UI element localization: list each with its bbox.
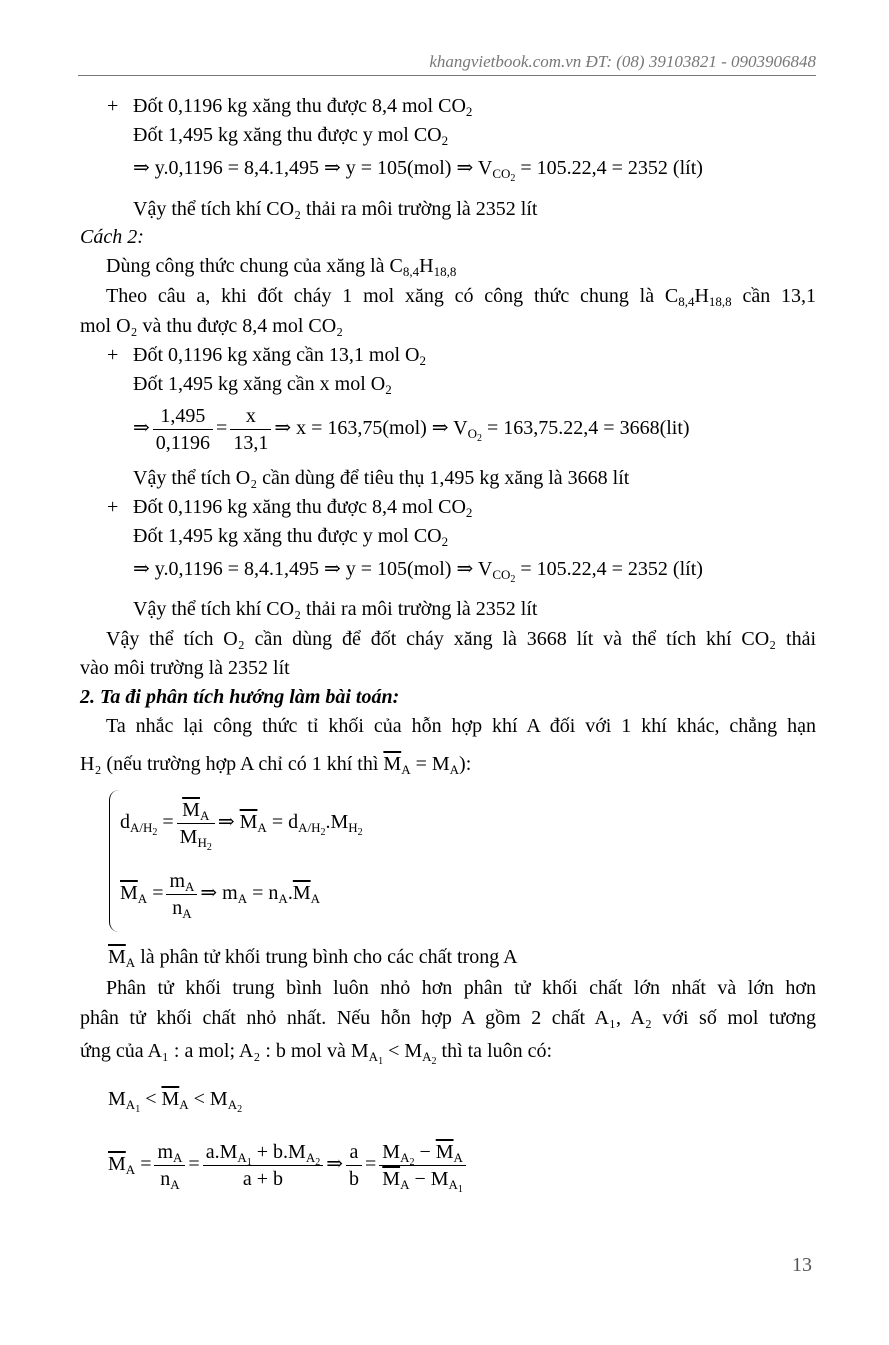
paragraph: ứng của A₁ : a mol; A₂ : b mol và $M_{A_1} < M_{A_2}$ thì ta luôn có: xyxy=(80,1040,553,1067)
page-header: khangvietbook.com.vn ĐT: (08) 39103821 - 0903906848 xyxy=(429,52,816,71)
equation: $\overline{M}_A$ = $\frac{m_A}{n_A}$ = $\frac{a.M_{A_1} + b.M_{A_2}}{a + b}$ ⇒ $\frac{a}{b}$ = $\frac{M_{A_2} - \overline{M}_A}{\overline{M}_A - M_{A_1}}$ xyxy=(108,1138,469,1192)
text-line: Đốt 1,495 kg xăng cần x mol $O_2$ xyxy=(133,373,392,397)
paragraph: vào môi trường là 2352 lít xyxy=(80,657,290,679)
text-line: Đốt 0,1196 kg xăng thu được 8,4 mol $CO_2$ xyxy=(133,95,473,119)
equation: $\overline{M}_A$ = $\frac{m_A}{n_A}$ ⇒ $m_A = n_A.\overline{M}_A$ xyxy=(120,869,320,921)
paragraph: Dùng công thức chung của xăng là $C_{8,4}H_{18,8}$ xyxy=(106,255,457,279)
text-line: Đốt 0,1196 kg xăng thu được 8,4 mol $CO_2$ xyxy=(133,496,473,520)
text-line: Đốt 1,495 kg xăng thu được y mol $CO_2$ xyxy=(133,124,449,148)
paragraph: Phân tử khối trung bình luôn nhỏ hơn phân tử khối chất lớn nhất và lớn hơn xyxy=(106,977,816,999)
page-number: 13 xyxy=(792,1254,812,1276)
text-line: Đốt 0,1196 kg xăng cần 13,1 mol $O_2$ xyxy=(133,344,426,368)
conclusion: Vậy thể tích khí CO₂ thải ra môi trường là 2352 lít xyxy=(133,598,538,620)
header-rule xyxy=(78,75,816,76)
paragraph: $\overline{M}_A$ là phân tử khối trung bình cho các chất trong A xyxy=(108,946,518,970)
bullet: + xyxy=(107,95,119,117)
equation: $d_{A/H_2}$ = $\frac{\overline{M}_A}{M_{H_2}}$ ⇒ $\overline{M}_A = d_{A/H_2}.M_{H_2}$ xyxy=(120,798,363,853)
paragraph: Vậy thể tích O₂ cần dùng để đốt cháy xăng là 3668 lít và thể tích khí CO₂ thải xyxy=(106,628,816,650)
paragraph: mol O₂ và thu được 8,4 mol CO₂ xyxy=(80,315,344,337)
conclusion: Vậy thể tích khí CO₂ thải ra môi trường là 2352 lít xyxy=(133,198,538,220)
equation: ⇒ y.0,1196 = 8,4.1,495 ⇒ y = 105(mol) ⇒ $V_{CO_2} = 105.22,4 = 2352$ (lít) xyxy=(133,157,703,184)
equation: ⇒ y.0,1196 = 8,4.1,495 ⇒ y = 105(mol) ⇒ $V_{CO_2} = 105.22,4 = 2352$ (lít) xyxy=(133,558,703,585)
text-line: Đốt 1,495 kg xăng thu được y mol $CO_2$ xyxy=(133,525,449,549)
method-title: Cách 2: xyxy=(80,226,144,248)
conclusion: Vậy thể tích O₂ cần dùng để tiêu thụ 1,495 kg xăng là 3668 lít xyxy=(133,467,630,489)
equation: ⇒ $\frac{1,495}{0,1196}$ = $\frac{x}{13,1}$ ⇒ x = 163,75(mol) ⇒ $V_{O_2} = 163,75.22,4 = 3668(lit)$ xyxy=(133,404,690,454)
paragraph: phân tử khối chất nhỏ nhất. Nếu hỗn hợp A gồm 2 chất A₁, A₂ với số mol tương xyxy=(80,1007,816,1029)
section-title: 2. Ta đi phân tích hướng làm bài toán: xyxy=(80,686,400,708)
paragraph: H₂ (nếu trường hợp A chỉ có 1 khí thì $\overline{M}_A = M_A$): xyxy=(80,753,472,777)
bullet: + xyxy=(107,344,119,366)
bullet: + xyxy=(107,496,119,518)
equation: $M_{A_1} < \overline{M}_A < M_{A_2}$ xyxy=(108,1088,243,1115)
paragraph: Ta nhắc lại công thức tỉ khối của hỗn hợp khí A đối với 1 khí khác, chẳng hạn xyxy=(106,715,816,737)
paragraph: Theo câu a, khi đốt cháy 1 mol xăng có công thức chung là $C_{8,4}H_{18,8}$ cần 13,1 xyxy=(106,285,816,309)
